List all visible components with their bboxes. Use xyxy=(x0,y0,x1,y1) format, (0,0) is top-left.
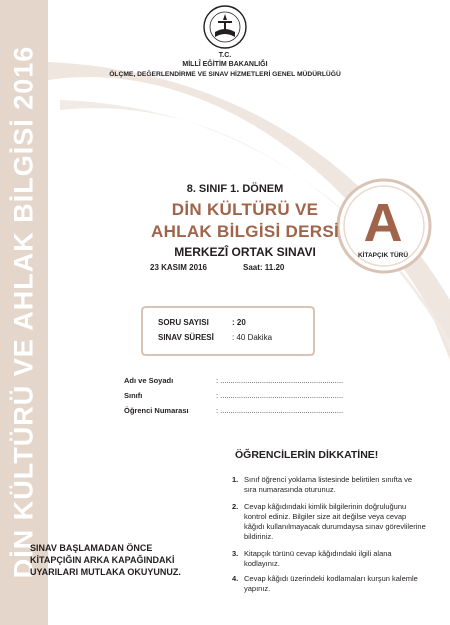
instruction-item xyxy=(232,502,426,542)
info-box-frame xyxy=(140,305,316,357)
instruction-number: 4. xyxy=(232,574,239,583)
exam-time: Saat: 11.20 xyxy=(243,263,285,272)
ministry-seal-icon xyxy=(202,4,248,50)
warning-line1: SINAV BAŞLAMADAN ÖNCE xyxy=(30,543,153,553)
instruction-number: 3. xyxy=(232,549,239,558)
attention-title: ÖĞRENCİLERİN DİKKATİNE! xyxy=(235,449,379,461)
instruction-text: Sınıf öğrenci yoklama listesinde belirtilen sınıfta ve sıra numarasında oturunuz. xyxy=(244,475,412,494)
side-title: DİN KÜLTÜRÜ VE AHLAK BİLGİSİ 2016 xyxy=(8,45,39,579)
country-label: T.C. xyxy=(218,52,232,59)
subject-title-line1: DİN KÜLTÜRÜ VE xyxy=(171,200,319,219)
student-name-field[interactable]: : ........................................................... xyxy=(216,376,344,385)
duration-label: SINAV SÜRESİ xyxy=(158,333,214,342)
instruction-number: 1. xyxy=(232,475,239,484)
subject-title-line2: AHLAK BİLGİSİ DERSİ xyxy=(151,222,339,241)
instruction-text: Cevap kâğıdı üzerindeki kodlamaları kurşun kalemle yapınız. xyxy=(244,574,418,593)
instruction-item xyxy=(232,475,426,495)
question-count-label: SORU SAYISI xyxy=(158,318,209,327)
directorate-name: ÖLÇME, DEĞERLENDİRME VE SINAV HİZMETLERİ GENEL MÜDÜRLÜĞÜ xyxy=(109,71,341,78)
grade-term: 8. SINIF 1. DÖNEM xyxy=(186,183,284,195)
start-warning xyxy=(30,542,181,578)
student-class-field[interactable]: : ........................................................... xyxy=(216,391,344,400)
booklet-label: KİTAPÇIK TÜRÜ xyxy=(357,252,409,259)
warning-line2: KİTAPÇIĞIN ARKA KAPAĞINDAKİ xyxy=(30,555,175,565)
question-count-value: : 20 xyxy=(232,318,246,327)
instruction-text: Cevap kâğıdındaki kimlik bilgilerinin doğruluğunu kontrol ediniz. Bilgiler size ait değilse veya cevap kâğıdı kullanılmayacak durumdaysa sınav görevlilerine bildiriniz. xyxy=(244,502,426,541)
duration-value: : 40 Dakika xyxy=(232,333,273,342)
exam-date: 23 KASIM 2016 xyxy=(150,263,207,272)
instruction-text: Kitapçık türünü cevap kâğıdındaki ilgili alana kodlayınız. xyxy=(244,549,392,568)
warning-line3: UYARILARI MUTLAKA OKUYUNUZ. xyxy=(30,567,181,577)
instruction-item xyxy=(232,574,426,594)
booklet-letter: A xyxy=(363,193,403,253)
student-number-label: Öğrenci Numarası xyxy=(124,406,189,415)
ministry-name: MİLLÎ EĞİTİM BAKANLIĞI xyxy=(182,61,268,68)
student-class-label: Sınıfı xyxy=(124,391,143,400)
student-name-label: Adı ve Soyadı xyxy=(124,376,174,385)
instruction-number: 2. xyxy=(232,502,239,511)
instruction-item xyxy=(232,549,426,569)
student-number-field[interactable]: : ........................................................... xyxy=(216,406,344,415)
exam-name: MERKEZÎ ORTAK SINAVI xyxy=(174,245,316,259)
